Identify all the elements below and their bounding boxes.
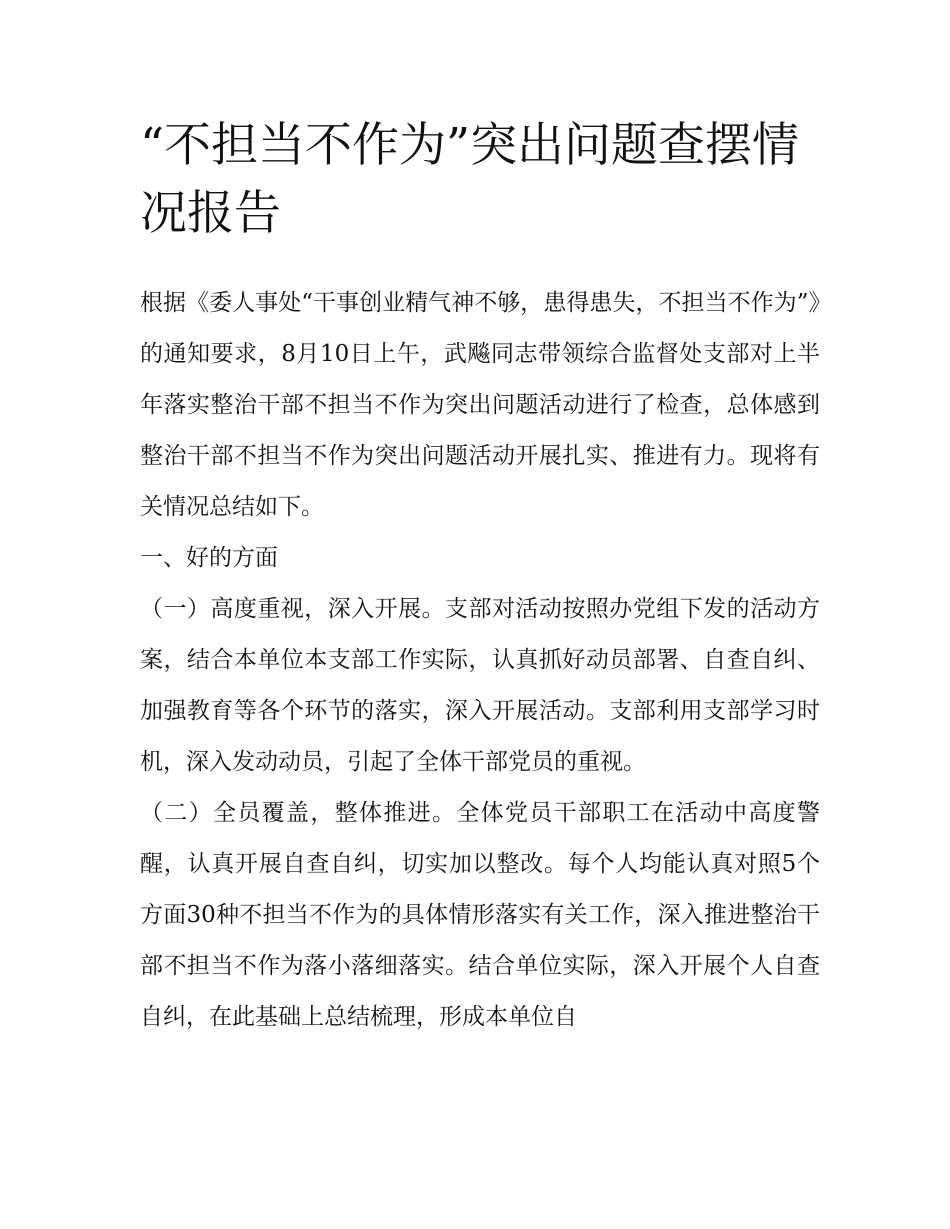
paragraph-point-one: （一）高度重视，深入开展。支部对活动按照办党组下发的活动方案，结合本单位本支部工作实际，认真抓好动员部署、自查自纠、加强教育等各个环节的落实，深入开展活动。支部利用支部学习时机，深入发动动员，引起了全体干部党员的重视。: [140, 596, 820, 775]
document-body: [140, 278, 820, 1043]
document-title: “不担当不作为”突出问题查摆情况报告: [140, 118, 800, 241]
paragraph-intro: 根据《委人事处“干事创业精气神不够，患得患失，不担当不作为”》的通知要求，8月10日上午，武飚同志带领综合监督处支部对上半年落实整治干部不担当不作为突出问题活动进行了检查，总体感到整治干部不担当不作为突出问题活动开展扎实、推进有力。现将有关情况总结如下。: [140, 290, 820, 520]
section-heading-good-aspects: 一、好的方面: [140, 545, 278, 571]
paragraph-point-two: （二）全员覆盖，整体推进。全体党员干部职工在活动中高度警醒，认真开展自查自纠，切实加以整改。每个人均能认真对照5个方面30种不担当不作为的具体情形落实有关工作，深入推进整治干部不担当不作为落小落细落实。结合单位实际，深入开展个人自查自纠，在此基础上总结梳理，形成本单位自: [140, 800, 820, 1030]
